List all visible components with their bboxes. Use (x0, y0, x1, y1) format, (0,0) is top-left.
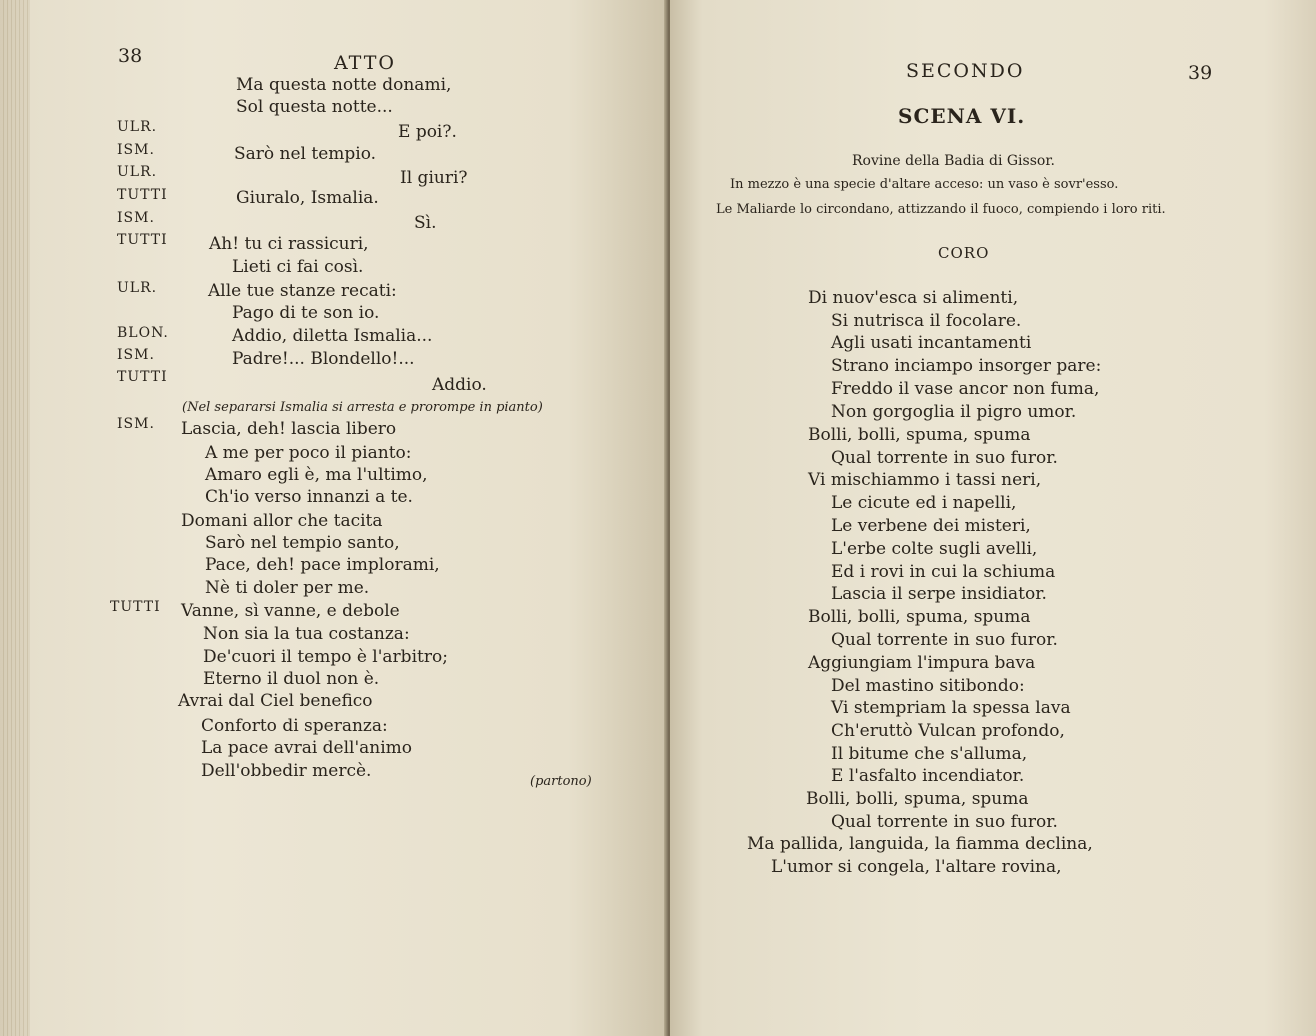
verse-line: Non sia la tua costanza: (203, 624, 410, 644)
verse-line: Bolli, bolli, spuma, spuma (806, 789, 1029, 809)
verse-line: Pace, deh! pace implorami, (205, 555, 440, 575)
verse-line: Giuralo, Ismalia. (236, 188, 379, 208)
speaker-label: ISM. (117, 416, 155, 432)
running-head-left: ATTO (334, 52, 396, 74)
speaker-label: ISM. (117, 347, 155, 363)
verse-line: La pace avrai dell'animo (201, 738, 413, 758)
verse-line: Qual torrente in suo furor. (831, 448, 1058, 468)
verse-line: Avrai dal Ciel benefico (178, 691, 373, 711)
verse-line: Lascia il serpe insidiator. (831, 584, 1047, 604)
verse-line: Ma questa notte donami, (236, 75, 452, 95)
page-number-right: 39 (1188, 62, 1213, 84)
stage-direction: (partono) (530, 774, 592, 789)
verse-line: Non gorgoglia il pigro umor. (831, 402, 1077, 422)
verse-line: Agli usati incantamenti (831, 333, 1032, 353)
speaker-label: TUTTI (117, 187, 168, 203)
verse-line: Conforto di speranza: (201, 716, 388, 736)
speaker-label: TUTTI (117, 232, 168, 248)
verse-line: Eterno il duol non è. (203, 669, 380, 689)
verse-line: Alle tue stanze recati: (208, 281, 397, 301)
verse-line: Il bitume che s'alluma, (831, 744, 1028, 764)
verse-line: Sarò nel tempio santo, (205, 533, 400, 553)
verse-line: Ah! tu ci rassicuri, (209, 234, 369, 254)
verse-line: L'erbe colte sugli avelli, (831, 539, 1038, 559)
verse-line: Amaro egli è, ma l'ultimo, (205, 465, 428, 485)
verse-line: Freddo il vase ancor non fuma, (831, 379, 1100, 399)
verse-line: Pago di te son io. (232, 303, 380, 323)
verse-line: Qual torrente in suo furor. (831, 812, 1058, 832)
verse-line: Ma pallida, languida, la fiamma declina, (747, 834, 1093, 854)
speaker-label: TUTTI (117, 369, 168, 385)
verse-line: E poi?. (398, 122, 457, 142)
verse-line: Padre!... Blondello!... (232, 349, 415, 369)
verse-line: Addio, diletta Ismalia... (232, 326, 433, 346)
verse-line: Qual torrente in suo furor. (831, 630, 1058, 650)
verse-line: Domani allor che tacita (181, 511, 383, 531)
verse-line: E l'asfalto incendiator. (831, 766, 1025, 786)
verse-line: Ch'io verso innanzi a te. (205, 487, 413, 507)
verse-line: Di nuov'esca si alimenti, (808, 288, 1019, 308)
verse-line: Sì. (414, 213, 437, 233)
speaker-label: ISM. (117, 210, 155, 226)
verse-line: Aggiungiam l'impura bava (808, 653, 1036, 673)
verse-line: Vi stempriam la spessa lava (831, 698, 1071, 718)
running-head-right: SECONDO (906, 60, 1025, 82)
verse-line: Sarò nel tempio. (234, 144, 377, 164)
stage-direction: In mezzo è una specie d'altare acceso: un vaso è sovr'esso. (730, 177, 1119, 192)
verse-line: Sol questa notte... (236, 97, 393, 117)
verse-line: Ed i rovi in cui la schiuma (831, 562, 1056, 582)
verse-line: Addio. (432, 375, 487, 395)
speaker-label: TUTTI (110, 599, 161, 615)
verse-line: Vanne, sì vanne, e debole (181, 601, 400, 621)
stage-direction: Rovine della Badia di Gissor. (852, 153, 1055, 169)
verse-line: Si nutrisca il focolare. (831, 311, 1022, 331)
verse-line: Vi mischiammo i tassi neri, (808, 470, 1042, 490)
verse-line: A me per poco il pianto: (205, 443, 412, 463)
page-edges (0, 0, 30, 1036)
verse-line: Lieti ci fai così. (232, 257, 364, 277)
stage-direction: (Nel separarsi Ismalia si arresta e prorompe in pianto) (182, 400, 543, 415)
verse-line: Del mastino sitibondo: (831, 676, 1025, 696)
page-number-left: 38 (118, 45, 143, 67)
verse-line: Dell'obbedir mercè. (201, 761, 372, 781)
scene-title: SCENA VI. (898, 104, 1026, 128)
speaker-label: ISM. (117, 142, 155, 158)
speaker-label: ULR. (117, 280, 158, 296)
verse-line: Lascia, deh! lascia libero (181, 419, 397, 439)
verse-line: Nè ti doler per me. (205, 578, 370, 598)
stage-direction: Le Maliarde lo circondano, attizzando il fuoco, compiendo i loro riti. (716, 202, 1166, 217)
right-page (670, 0, 1316, 1036)
speaker-label: ULR. (117, 119, 158, 135)
speaker-label: BLON. (117, 325, 169, 341)
verse-line: Bolli, bolli, spuma, spuma (808, 607, 1031, 627)
verse-line: L'umor si congela, l'altare rovina, (771, 857, 1062, 877)
chorus-label: CORO (938, 244, 990, 262)
verse-line: Le cicute ed i napelli, (831, 493, 1017, 513)
speaker-label: ULR. (117, 164, 158, 180)
verse-line: De'cuori il tempo è l'arbitro; (203, 647, 448, 667)
verse-line: Il giuri? (400, 168, 468, 188)
verse-line: Bolli, bolli, spuma, spuma (808, 425, 1031, 445)
verse-line: Ch'eruttò Vulcan profondo, (831, 721, 1065, 741)
verse-line: Strano inciampo insorger pare: (831, 356, 1102, 376)
verse-line: Le verbene dei misteri, (831, 516, 1031, 536)
